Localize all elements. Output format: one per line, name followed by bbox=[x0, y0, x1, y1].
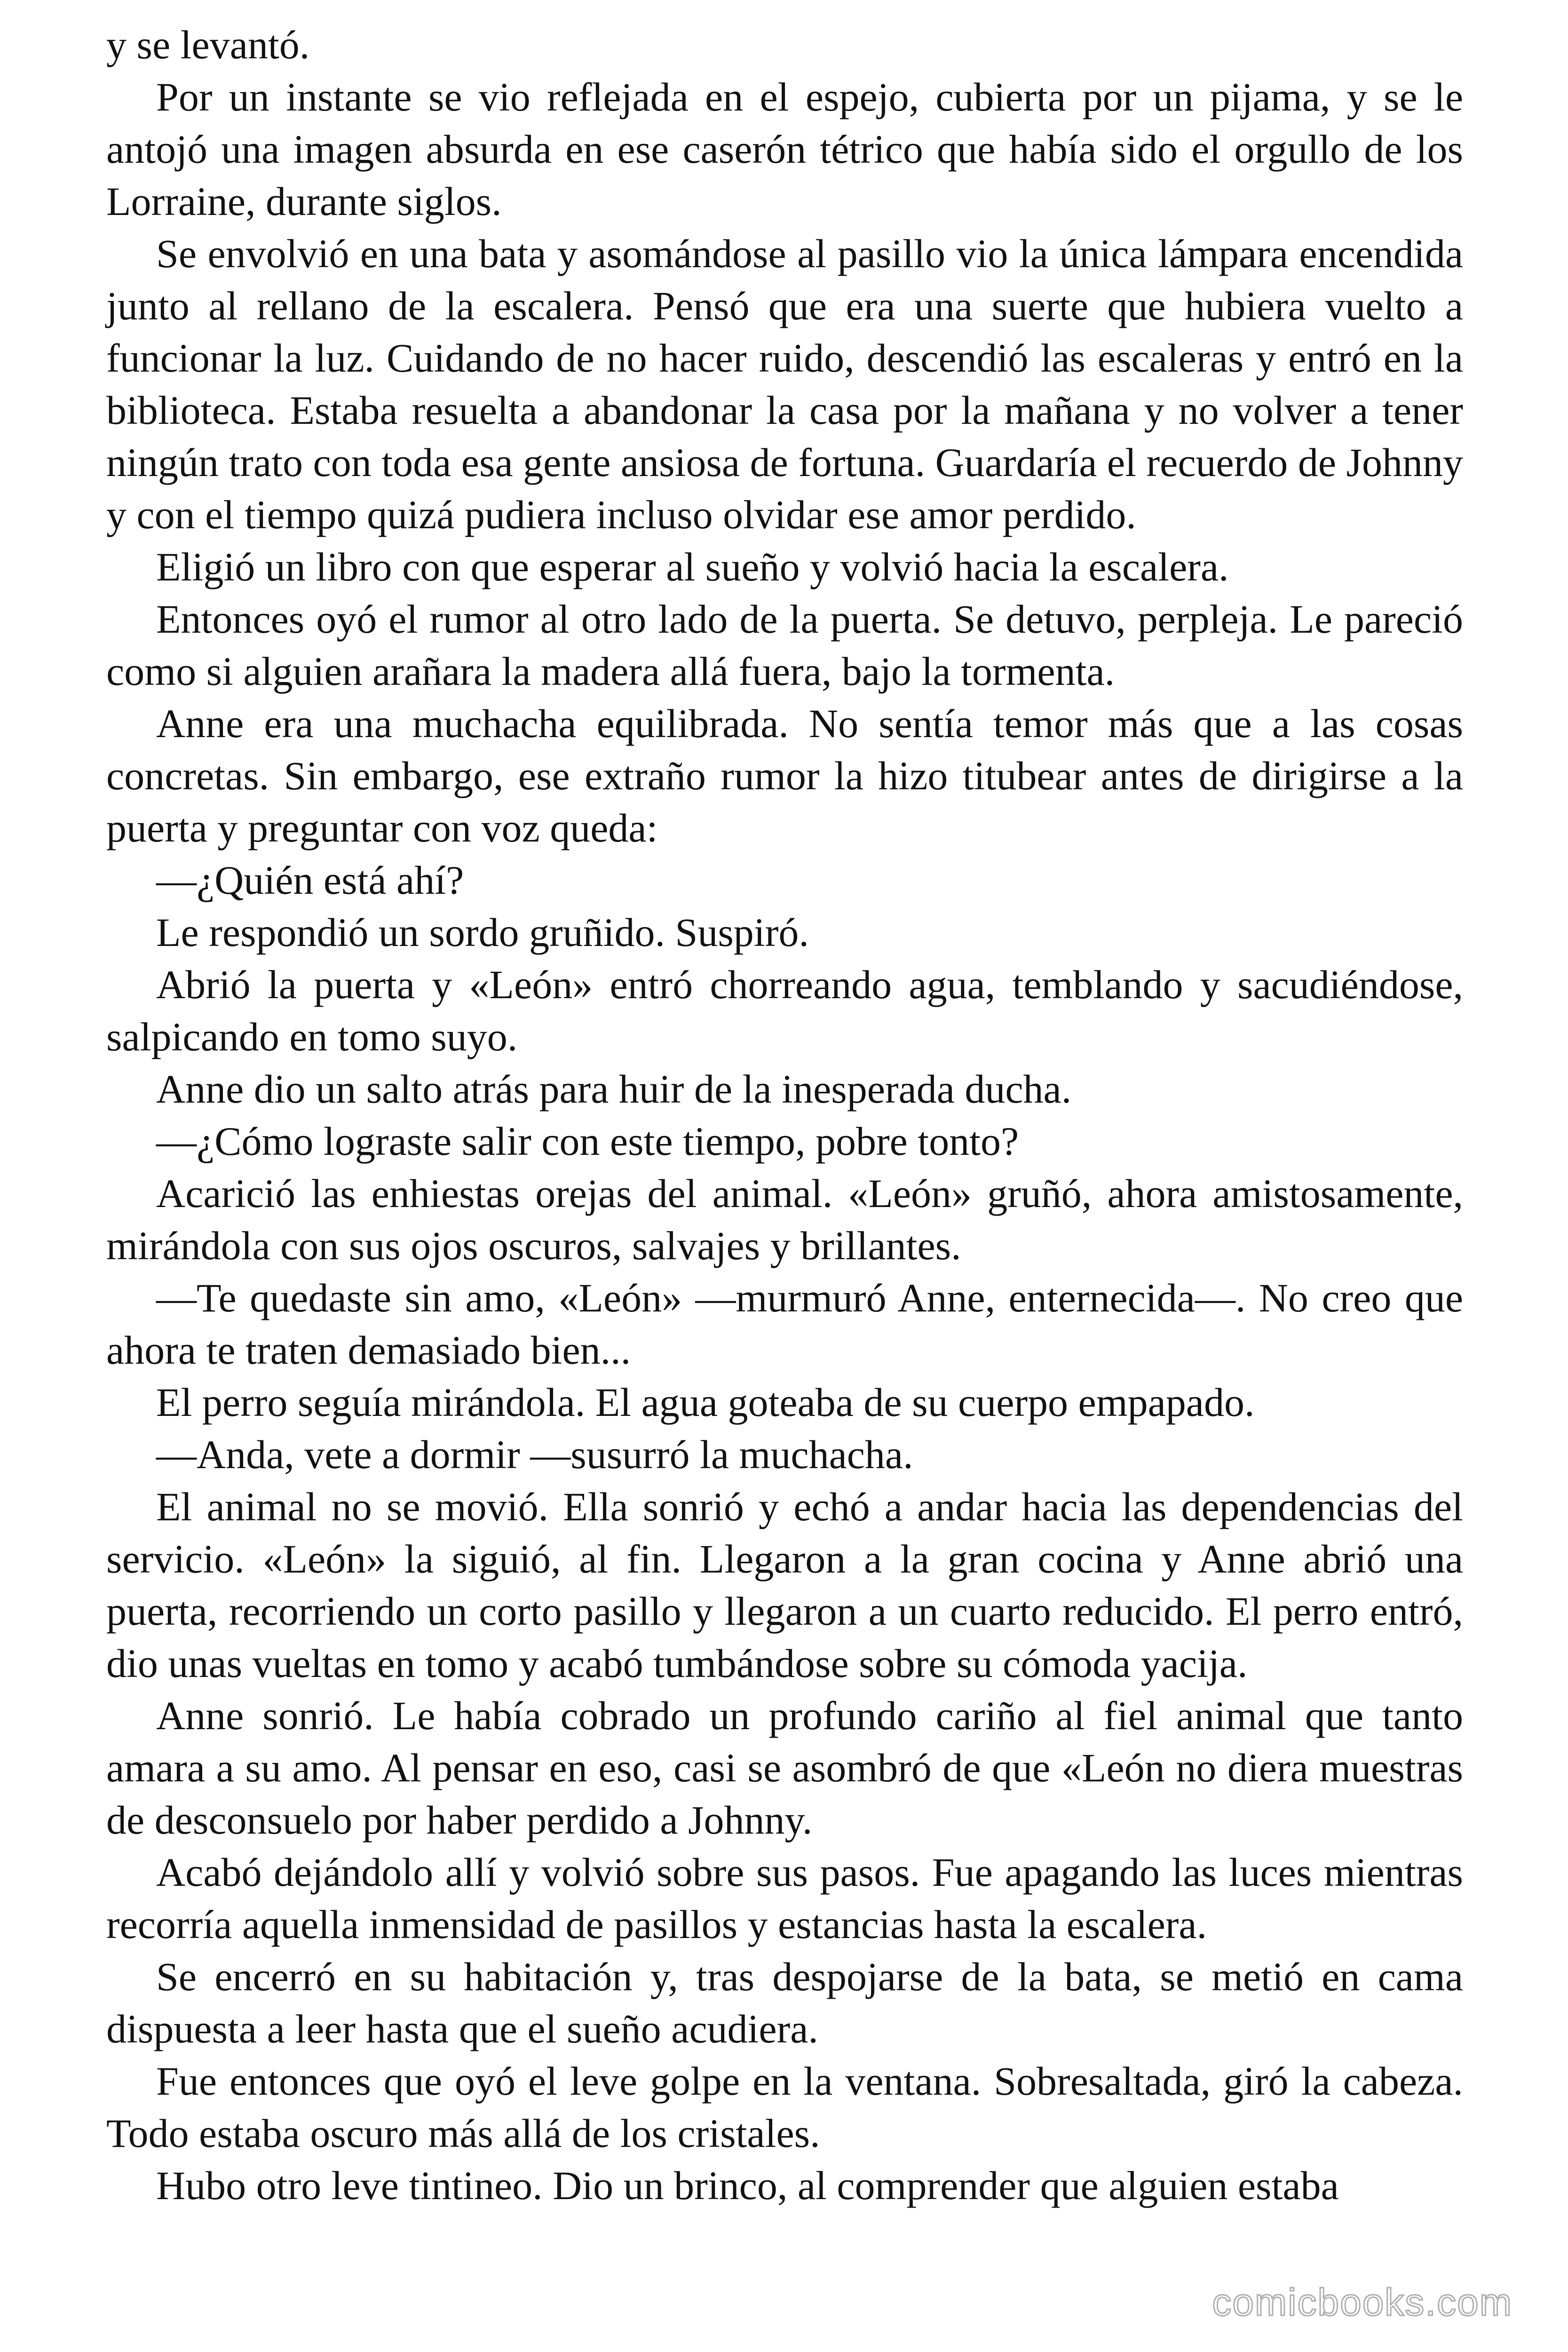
paragraph: Hubo otro leve tintineo. Dio un brinco, al comprender que alguien estaba bbox=[156, 2163, 1339, 2208]
paragraph: y se levantó. bbox=[106, 22, 310, 67]
watermark: comicbooks.com bbox=[1212, 2281, 1513, 2324]
paragraph: Anne dio un salto atrás para huir de la inesperada ducha. bbox=[156, 1066, 1072, 1112]
paragraph: Fue entonces que oyó el leve golpe en la ventana. Sobresaltada, giró la cabeza. Todo estaba oscuro más allá de los cristales. bbox=[106, 2058, 1463, 2156]
paragraph: Por un instante se vio reflejada en el espejo, cubierta por un pijama, y se le antojó una imagen absurda en ese caserón tétrico que había sido el orgullo de los Lorraine, durante siglos. bbox=[106, 74, 1463, 224]
paragraph: Anne era una muchacha equilibrada. No sentía temor más que a las cosas concretas. Sin embargo, ese extraño rumor la hizo titubear antes de dirigirse a la puerta y preguntar con voz queda: bbox=[106, 701, 1463, 850]
paragraph: Abrió la puerta y «León» entró chorreando agua, temblando y sacudiéndose, salpicando en tomo suyo. bbox=[106, 962, 1463, 1059]
paragraph: Acarició las enhiestas orejas del animal. «León» gruñó, ahora amistosamente, mirándola con sus ojos oscuros, salvajes y brillantes. bbox=[106, 1171, 1463, 1268]
paragraph: El perro seguía mirándola. El agua goteaba de su cuerpo empapado. bbox=[156, 1380, 1255, 1425]
paragraph: Se envolvió en una bata y asomándose al pasillo vio la única lámpara encendida junto al rellano de la escalera. Pensó que era una suerte que hubiera vuelto a funcionar la luz. Cuidando de no hacer ruido, descendió las escaleras y entró en la biblioteca. Estaba resuelta a abandonar la casa por la mañana y no volver a tener ningún trato con toda esa gente ansiosa de fortuna. Guardaría el recuerdo de Johnny y con el tiempo quizá pudiera incluso olvidar ese amor perdido. bbox=[106, 231, 1463, 537]
paragraph: Entonces oyó el rumor al otro lado de la puerta. Se detuvo, perpleja. Le pareció como si alguien arañara la madera allá fuera, bajo la tormenta. bbox=[106, 596, 1463, 694]
paragraph: Le respondió un sordo gruñido. Suspiró. bbox=[156, 910, 809, 955]
paragraph: Se encerró en su habitación y, tras despojarse de la bata, se metió en cama dispuesta a leer hasta que el sueño acudiera. bbox=[106, 1954, 1463, 2051]
paragraph: —Anda, vete a dormir —susurró la muchacha. bbox=[156, 1432, 913, 1477]
paragraph: Eligió un libro con que esperar al sueño y volvió hacia la escalera. bbox=[156, 544, 1229, 589]
paragraph: —¿Quién está ahí? bbox=[156, 858, 464, 903]
paragraph: Acabó dejándolo allí y volvió sobre sus pasos. Fue apagando las luces mientras recorría aquella inmensidad de pasillos y estancias hasta la escalera. bbox=[106, 1850, 1463, 1947]
page-text bbox=[106, 19, 1463, 2212]
paragraph: —¿Cómo lograste salir con este tiempo, pobre tonto? bbox=[156, 1119, 1019, 1164]
paragraph: Anne sonrió. Le había cobrado un profundo cariño al fiel animal que tanto amara a su amo. Al pensar en eso, casi se asombró de que «León no diera muestras de desconsuelo por haber perdido a Johnny. bbox=[106, 1693, 1463, 1843]
paragraph: —Te quedaste sin amo, «León» —murmuró Anne, enternecida—. No creo que ahora te traten demasiado bien... bbox=[106, 1275, 1463, 1373]
paragraph: El animal no se movió. Ella sonrió y echó a andar hacia las dependencias del servicio. «León» la siguió, al fin. Llegaron a la gran cocina y Anne abrió una puerta, recorriendo un corto pasillo y llegaron a un cuarto reducido. El perro entró, dio unas vueltas en tomo y acabó tumbándose sobre su cómoda yacija. bbox=[106, 1484, 1463, 1686]
